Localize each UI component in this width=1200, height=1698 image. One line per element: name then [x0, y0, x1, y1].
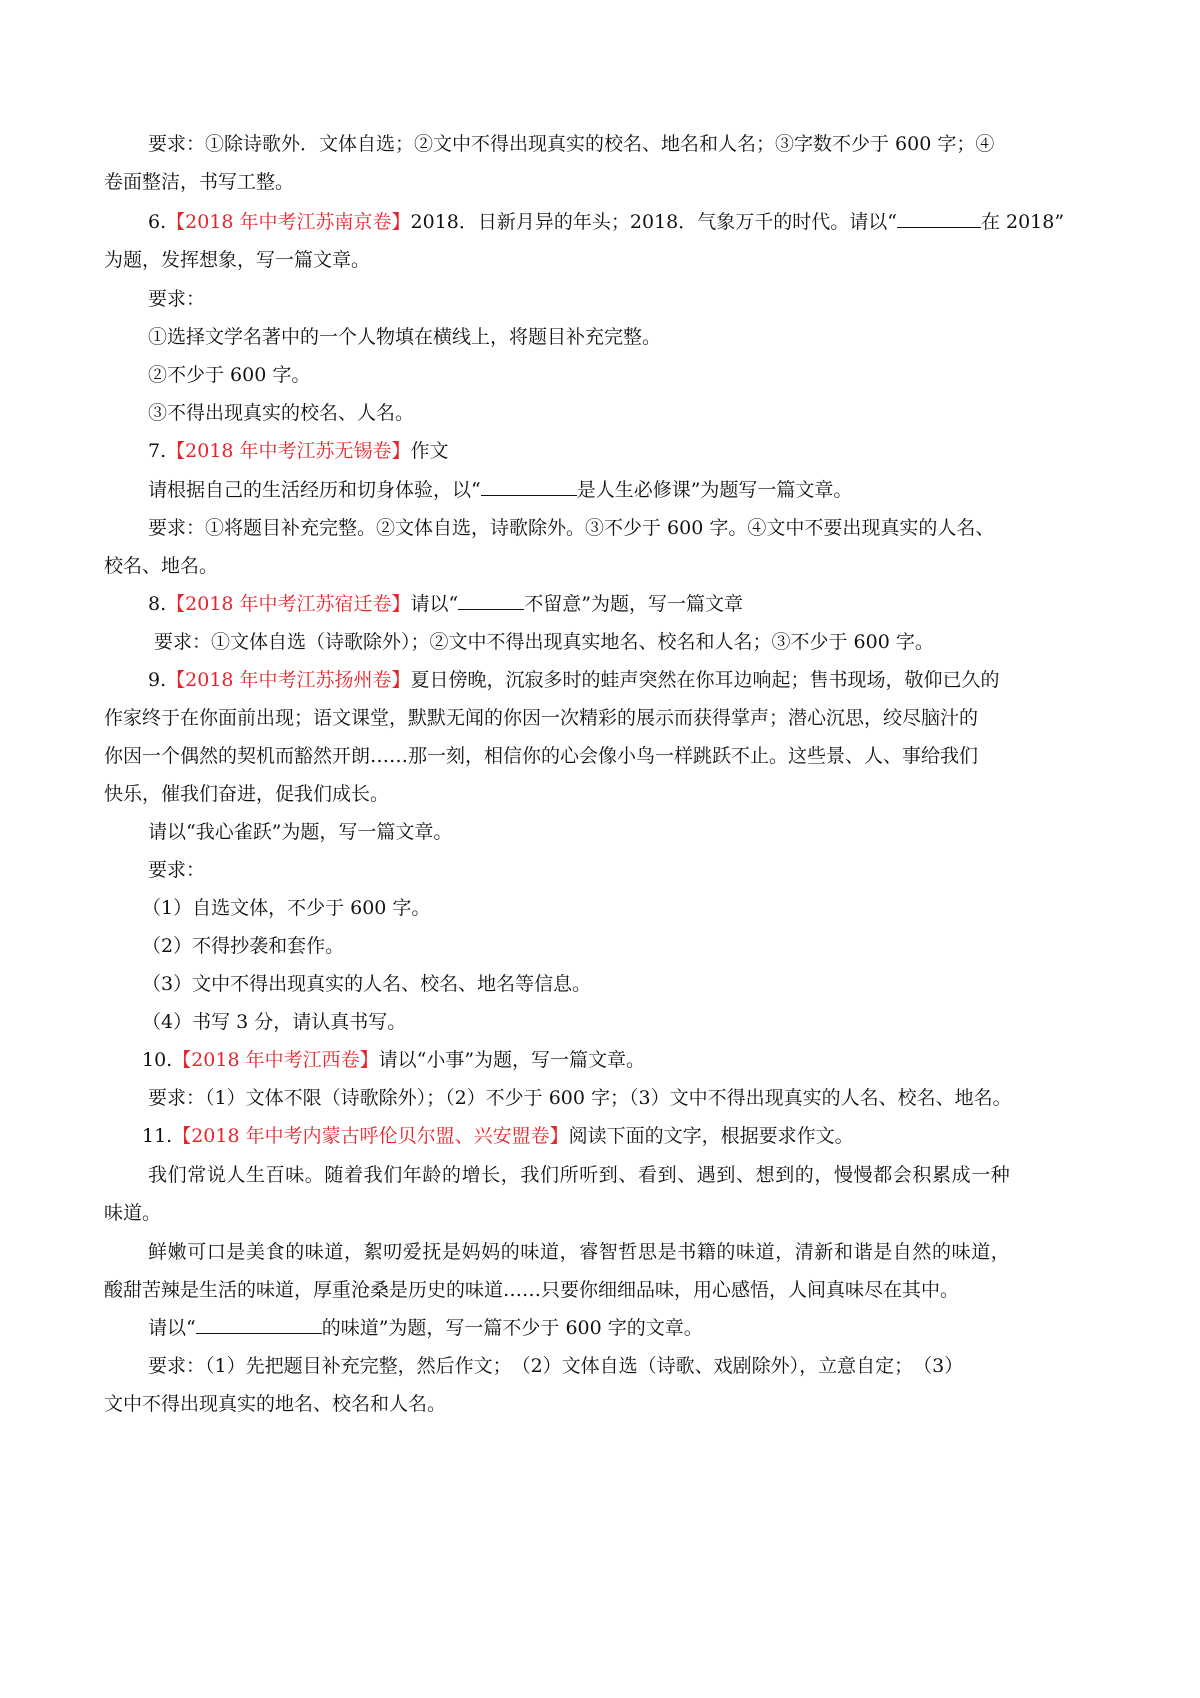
- question-10: [142, 1047, 645, 1073]
- question-number: 11.: [142, 1125, 173, 1147]
- source-tag: 【2018 年中考内蒙古呼伦贝尔盟、兴安盟卷】: [172, 1125, 569, 1147]
- question-number: 9.: [148, 669, 167, 691]
- paragraph-line: 酸甜苦辣是生活的味道，厚重沧桑是历史的味道……只要你细细品味，用心感悟，人间真味尽在其中。: [104, 1279, 960, 1301]
- requirement-line: 要求：（1）文体不限（诗歌除外）；（2）不少于 600 字；（3）文中不得出现真实的人名、校名、地名。: [148, 1087, 1012, 1109]
- source-tag: 【2018 年中考江苏宿迁卷】: [166, 593, 411, 615]
- requirement-item: （4）书写 3 分，请认真书写。: [142, 1011, 407, 1033]
- fill-blank: [897, 209, 981, 228]
- requirement-line: 要求：（1）先把题目补充完整，然后作文； （2）文体自选（诗歌、戏剧除外），立意自定； （3）: [148, 1355, 964, 1377]
- paragraph-line: 我们常说人生百味。随着我们年龄的增长，我们所听到、看到、遇到、想到的，慢慢都会积累成一种: [148, 1164, 1011, 1186]
- requirement-heading: 要求：: [148, 859, 206, 881]
- prompt-line: 请以“我心雀跃”为题，写一篇文章。: [148, 821, 453, 843]
- prompt-line: [148, 477, 852, 503]
- question-9: [148, 667, 1000, 693]
- question-7: [148, 438, 449, 464]
- paragraph-line: 鲜嫩可口是美食的味道，絮叨爱抚是妈妈的味道，睿智哲思是书籍的味道，清新和谐是自然的味道，: [148, 1241, 1011, 1263]
- fill-blank: [196, 1315, 322, 1334]
- requirement-line: 文中不得出现真实的地名、校名和人名。: [104, 1393, 447, 1415]
- question-text: 夏日傍晚，沉寂多时的蛙声突然在你耳边响起；售书现场，敬仰已久的: [410, 669, 1000, 691]
- requirement-line: 校名、地名。: [104, 555, 219, 577]
- question-text: 作文: [410, 440, 449, 462]
- requirement-item: ①选择文学名著中的一个人物填在横线上，将题目补充完整。: [148, 326, 662, 348]
- question-text: 请以“: [410, 593, 459, 615]
- question-text: 在 2018”: [980, 211, 1065, 233]
- requirement-line: 卷面整洁，书写工整。: [104, 171, 295, 193]
- question-text: 请以“小事”为题，写一篇文章。: [378, 1049, 646, 1071]
- question-number: 7.: [148, 440, 167, 462]
- paragraph-line: 作家终于在你面前出现；语文课堂，默默无闻的你因一次精彩的展示而获得掌声；潜心沉思，绞尽脑汁的: [104, 707, 979, 729]
- prompt-text: 的味道”为题，写一篇不少于 600 字的文章。: [321, 1317, 703, 1339]
- requirement-item: （3）文中不得出现真实的人名、校名、地名等信息。: [142, 973, 592, 995]
- source-tag: 【2018 年中考江苏无锡卷】: [166, 440, 411, 462]
- source-tag: 【2018 年中考江苏扬州卷】: [166, 669, 411, 691]
- paragraph-line: 快乐，催我们奋进，促我们成长。: [104, 783, 390, 805]
- prompt-text: 是人生必修课”为题写一篇文章。: [576, 479, 853, 501]
- question-text: 阅读下面的文字，根据要求作文。: [568, 1125, 854, 1147]
- question-11: [142, 1123, 854, 1149]
- requirement-line: 要求：①将题目补充完整。②文体自选，诗歌除外。③不少于 600 字。④文中不要出现真实的人名、: [148, 517, 995, 539]
- source-tag: 【2018 年中考江西卷】: [172, 1049, 379, 1071]
- paragraph-line: 味道。: [104, 1202, 162, 1224]
- prompt-line: [148, 1315, 703, 1341]
- requirement-heading: 要求：: [148, 288, 206, 310]
- question-text: 不留意”为题，写一篇文章: [524, 593, 743, 615]
- requirement-item: ②不少于 600 字。: [148, 364, 311, 386]
- question-number: 6.: [148, 211, 167, 233]
- question-number: 10.: [142, 1049, 173, 1071]
- question-8: [148, 591, 743, 617]
- question-text: 2018．日新月异的年头；2018．气象万千的时代。请以“: [410, 211, 897, 233]
- fill-blank: [481, 477, 577, 496]
- requirement-line: 要求：①除诗歌外．文体自选；②文中不得出现真实的校名、地名和人名；③字数不少于 600 字；④: [148, 133, 995, 155]
- source-tag: 【2018 年中考江苏南京卷】: [166, 211, 411, 233]
- requirement-item: ③不得出现真实的校名、人名。: [148, 402, 415, 424]
- requirement-line: 要求：①文体自选（诗歌除外）；②文中不得出现真实地名、校名和人名；③不少于 600 字。: [154, 631, 934, 653]
- paragraph-line: 为题，发挥想象，写一篇文章。: [104, 249, 371, 271]
- question-6: [148, 209, 1064, 235]
- paragraph-line: 你因一个偶然的契机而豁然开朗……那一刻，相信你的心会像小鸟一样跳跃不止。这些景、人、事给我们: [104, 745, 979, 767]
- requirement-item: （2）不得抄袭和套作。: [142, 935, 345, 957]
- question-number: 8.: [148, 593, 167, 615]
- prompt-text: 请根据自己的生活经历和切身体验，以“: [148, 479, 481, 501]
- fill-blank: [458, 591, 524, 610]
- requirement-item: （1）自选文体，不少于 600 字。: [142, 897, 431, 919]
- prompt-text: 请以“: [148, 1317, 196, 1339]
